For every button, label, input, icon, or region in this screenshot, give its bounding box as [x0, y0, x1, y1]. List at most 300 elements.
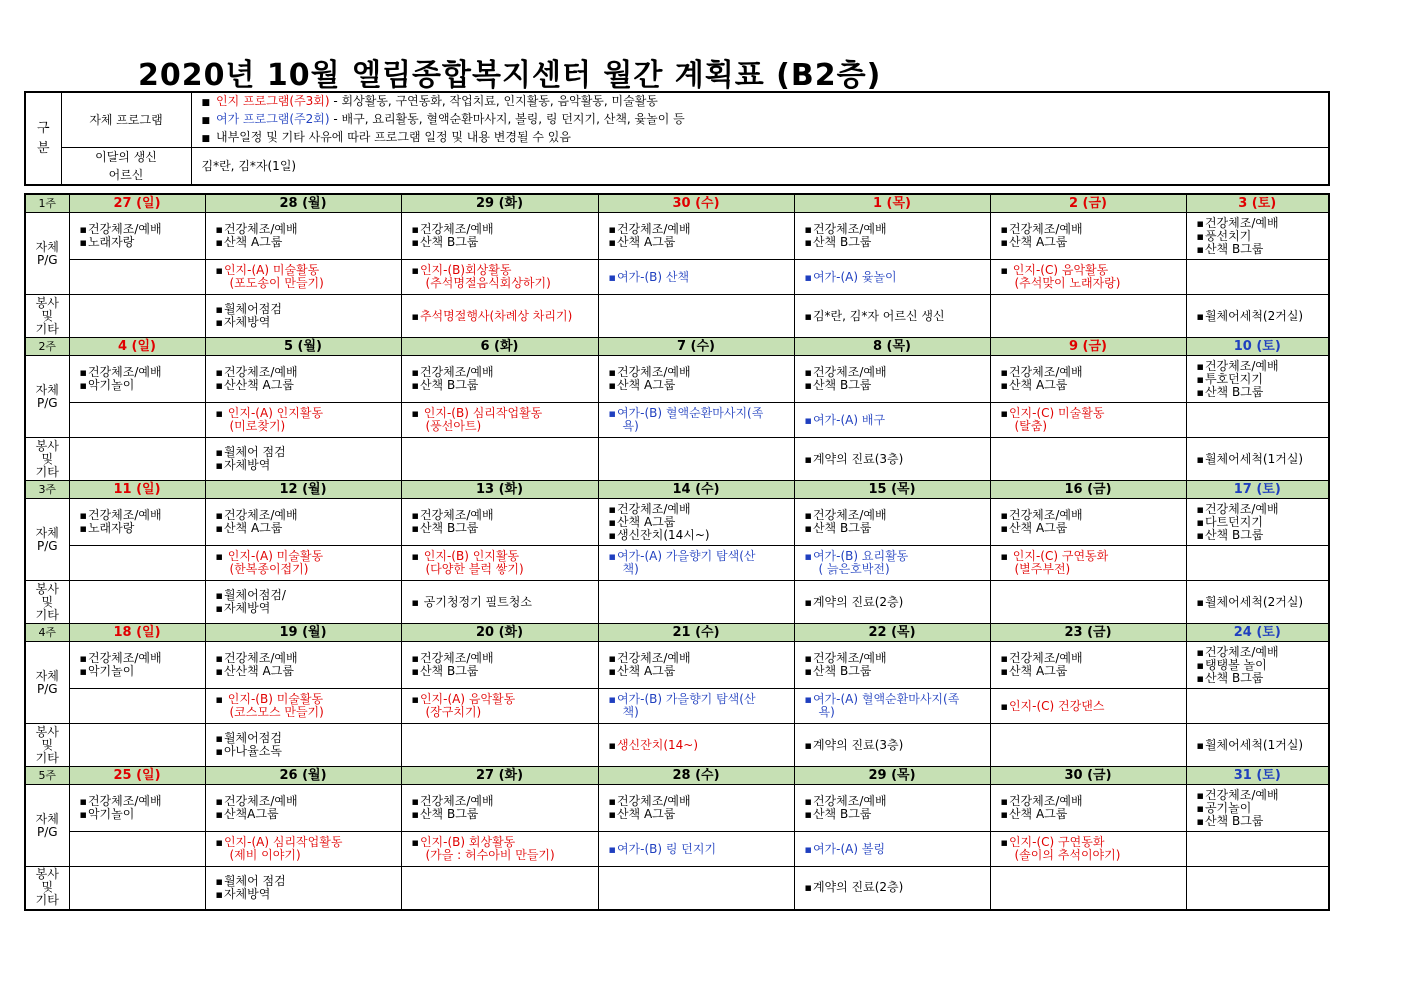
volunteer-spacer — [69, 295, 205, 338]
program-item: ▪ 건강체조/예배 — [80, 366, 205, 379]
program-cell — [205, 642, 401, 689]
program-item: ▪ 산책 B그룹 — [1197, 815, 1329, 828]
activity-item: ▪ 여가-(A) 가을향기 탐색(산 — [609, 550, 794, 563]
program-item: ▪ 건강체조/예배 — [1001, 509, 1186, 522]
program-cell — [598, 356, 794, 403]
program-item: ▪ 산책 B그룹 — [805, 808, 990, 821]
activity-subtitle: (미로찾기) — [229, 419, 286, 433]
info-line — [202, 93, 1329, 111]
volunteer-label-line: 및 — [41, 308, 54, 323]
program-item: ▪ 건강체조/예배 — [412, 795, 598, 808]
self-program-label-2: P/G — [36, 395, 58, 410]
activity-subtitle: (추석맞이 노래자랑) — [1014, 276, 1121, 290]
info-line — [202, 129, 1329, 147]
volunteer-label — [25, 724, 69, 767]
day-header: 17 (토) — [1186, 481, 1329, 499]
program-item: ▪ 건강체조/예배 — [412, 509, 598, 522]
day-header: 7 (수) — [598, 338, 794, 356]
program-item: ▪ 생신잔치(14시~) — [609, 529, 794, 542]
info-lines — [191, 92, 1329, 148]
program-cell — [69, 642, 205, 689]
day-header: 2 (금) — [990, 194, 1186, 213]
program-item: ▪ 산책 B그룹 — [805, 665, 990, 678]
volunteer-label-line: 기타 — [35, 464, 59, 479]
self-program-label-1: 자체 — [35, 811, 59, 826]
day-header: 4 (일) — [69, 338, 205, 356]
volunteer-item: ▪ 자체방역 — [216, 316, 401, 329]
volunteer-cell — [598, 867, 794, 910]
activity-cell — [401, 403, 598, 438]
volunteer-item: ▪ 자체방역 — [216, 602, 401, 615]
program-cell — [1186, 213, 1329, 260]
activity-subtitle: (한복종이접기) — [229, 562, 309, 576]
week-label: 4주 — [25, 624, 69, 642]
volunteer-label-line: 및 — [41, 880, 54, 895]
program-item: ▪ 공기놀이 — [1197, 802, 1329, 815]
activity-cell — [401, 832, 598, 867]
volunteer-cell — [1186, 724, 1329, 767]
volunteer-cell — [1186, 581, 1329, 624]
day-header: 30 (금) — [990, 767, 1186, 785]
volunteer-cell — [205, 438, 401, 481]
program-item: ▪ 산책 A그룹 — [609, 379, 794, 392]
program-item: ▪ 건강체조/예배 — [1001, 795, 1186, 808]
day-header: 10 (토) — [1186, 338, 1329, 356]
program-item: ▪ 산책 B그룹 — [412, 665, 598, 678]
info-line-text: 내부일정 및 기타 사유에 따라 프로그램 일정 및 내용 변경될 수 있음 — [216, 130, 571, 144]
program-cell — [401, 356, 598, 403]
day-header: 12 (월) — [205, 481, 401, 499]
activity-cell — [990, 403, 1186, 438]
activity-item: ▪ 여가-(A) 윷놀이 — [805, 271, 990, 284]
volunteer-item: ▪ 자체방역 — [216, 888, 401, 901]
program-item: ▪ 건강체조/예배 — [80, 652, 205, 665]
volunteer-label — [25, 581, 69, 624]
volunteer-cell — [401, 867, 598, 910]
day-header: 30 (수) — [598, 194, 794, 213]
activity-item: ▪ 여가-(A) 혈액순환마사지(족 — [805, 693, 990, 706]
program-item: ▪ 건강체조/예배 — [609, 503, 794, 516]
activity-cell — [205, 832, 401, 867]
self-program-label — [25, 213, 69, 295]
activity-item: ▪ 인지-(A) 미술활동 — [216, 550, 401, 563]
program-item: ▪ 산책 A그룹 — [1001, 522, 1186, 535]
volunteer-cell — [598, 724, 794, 767]
program-item: ▪ 풍선치기 — [1197, 230, 1329, 243]
activity-cell — [598, 689, 794, 724]
program-cell — [1186, 499, 1329, 546]
program-cell — [990, 642, 1186, 689]
activity-item: ▪ 인지-(A) 인지활동 — [216, 407, 401, 420]
day-header: 27 (일) — [69, 194, 205, 213]
program-item: ▪ 건강체조/예배 — [80, 509, 205, 522]
volunteer-label-line: 기타 — [35, 321, 59, 336]
program-item: ▪ 건강체조/예배 — [805, 652, 990, 665]
self-program-label-1: 자체 — [35, 668, 59, 683]
week-label: 5주 — [25, 767, 69, 785]
volunteer-cell — [598, 581, 794, 624]
program-cell — [205, 356, 401, 403]
activity-subtitle: (풍선아트) — [425, 419, 482, 433]
program-cell — [598, 785, 794, 832]
volunteer-spacer — [69, 581, 205, 624]
program-item: ▪ 건강체조/예배 — [805, 366, 990, 379]
program-item: ▪ 건강체조/예배 — [805, 223, 990, 236]
program-cell — [401, 499, 598, 546]
day-header: 20 (화) — [401, 624, 598, 642]
program-item: ▪ 건강체조/예배 — [1001, 366, 1186, 379]
day-header: 5 (월) — [205, 338, 401, 356]
activity-cell — [69, 832, 205, 867]
self-program-label-1: 자체 — [35, 525, 59, 540]
program-item: ▪ 산책 B그룹 — [1197, 672, 1329, 685]
activity-cell — [1186, 832, 1329, 867]
activity-cell — [401, 546, 598, 581]
day-header: 15 (목) — [794, 481, 990, 499]
day-header: 29 (화) — [401, 194, 598, 213]
self-program-label-2: P/G — [36, 538, 58, 553]
self-program-label-2: P/G — [36, 681, 58, 696]
program-cell — [205, 213, 401, 260]
activity-cell — [205, 403, 401, 438]
activity-subtitle: (다양한 블럭 쌓기) — [425, 562, 524, 576]
volunteer-item: ▪ 아나율소독 — [216, 745, 401, 758]
week-label: 3주 — [25, 481, 69, 499]
program-item: ▪ 건강체조/예배 — [216, 652, 401, 665]
activity-cell — [69, 546, 205, 581]
activity-cell — [205, 260, 401, 295]
volunteer-label — [25, 438, 69, 481]
day-header: 29 (목) — [794, 767, 990, 785]
program-item: ▪ 건강체조/예배 — [609, 795, 794, 808]
activity-item: ▪ 인지-(C) 구연동화 — [1001, 836, 1186, 849]
program-item: ▪ 건강체조/예배 — [412, 652, 598, 665]
program-item: ▪ 산책 B그룹 — [412, 808, 598, 821]
program-item: ▪ 산책 B그룹 — [1197, 386, 1329, 399]
self-program-label — [25, 642, 69, 724]
program-item: ▪ 건강체조/예배 — [805, 795, 990, 808]
program-item: ▪ 산책 A그룹 — [216, 522, 401, 535]
day-header: 23 (금) — [990, 624, 1186, 642]
activity-cell — [990, 260, 1186, 295]
own-program-label: 자체 프로그램 — [61, 92, 191, 148]
day-header: 26 (월) — [205, 767, 401, 785]
volunteer-item: ▪ 계약의 진료(2층) — [805, 881, 990, 894]
volunteer-cell — [205, 581, 401, 624]
activity-cell — [598, 260, 794, 295]
day-header: 9 (금) — [990, 338, 1186, 356]
volunteer-item: ▪ 휠체어세척(2거실) — [1197, 596, 1329, 609]
volunteer-item: ▪ 휠체어점검 — [216, 732, 401, 745]
activity-item: ▪ 여가-(B) 가을향기 탐색(산 — [609, 693, 794, 706]
category-label-text: 구 분 — [36, 120, 50, 156]
day-header: 3 (토) — [1186, 194, 1329, 213]
volunteer-cell — [794, 438, 990, 481]
activity-cell-empty — [1186, 689, 1329, 724]
info-line-text: - 회상활동, 구연동화, 작업치료, 인지활동, 음악활동, 미술활동 — [329, 94, 658, 108]
program-item: ▪ 악기놀이 — [80, 808, 205, 821]
program-item: ▪ 건강체조/예배 — [609, 366, 794, 379]
day-header: 22 (목) — [794, 624, 990, 642]
activity-item: ▪ 여가-(A) 볼링 — [805, 843, 990, 856]
day-header: 8 (목) — [794, 338, 990, 356]
activity-item: ▪ 인지-(C) 미술활동 — [1001, 407, 1186, 420]
activity-item: ▪ 여가-(B) 링 던지기 — [609, 843, 794, 856]
volunteer-cell — [598, 438, 794, 481]
volunteer-spacer — [69, 724, 205, 767]
activity-item: ▪ 인지-(A) 심리작업활동 — [216, 836, 401, 849]
activity-cell — [1186, 403, 1329, 438]
activity-item: ▪ 인지-(C) 건강댄스 — [1001, 700, 1186, 713]
volunteer-item: ▪ 계약의 진료(3층) — [805, 453, 990, 466]
volunteer-item: ▪ 김*란, 김*자 어르신 생신 — [805, 310, 990, 323]
activity-cell — [794, 689, 990, 724]
program-item: ▪ 산책 A그룹 — [1001, 665, 1186, 678]
volunteer-item: ▪ 휠체어점검/ — [216, 589, 401, 602]
day-header: 21 (수) — [598, 624, 794, 642]
volunteer-label-line: 봉사 — [35, 295, 59, 310]
volunteer-cell — [794, 581, 990, 624]
activity-item: ▪ 여가-(A) 배구 — [805, 414, 990, 427]
program-cell — [990, 499, 1186, 546]
day-header: 16 (금) — [990, 481, 1186, 499]
program-item: ▪ 산책 B그룹 — [805, 236, 990, 249]
day-header: 11 (일) — [69, 481, 205, 499]
volunteer-item: ▪ 자체방역 — [216, 459, 401, 472]
program-item: ▪ 건강체조/예배 — [216, 366, 401, 379]
birthday-label-line2: 어르신 — [108, 168, 144, 182]
volunteer-label-line: 기타 — [35, 750, 59, 765]
program-item: ▪ 건강체조/예배 — [609, 652, 794, 665]
activity-subtitle: (추석명절음식회상하기) — [425, 276, 551, 290]
activity-cell — [205, 546, 401, 581]
program-item: ▪ 산책 A그룹 — [609, 665, 794, 678]
volunteer-cell — [990, 724, 1186, 767]
day-header: 24 (토) — [1186, 624, 1329, 642]
volunteer-cell — [401, 438, 598, 481]
program-item: ▪ 건강체조/예배 — [412, 223, 598, 236]
volunteer-label — [25, 295, 69, 338]
activity-cell-empty — [69, 689, 205, 724]
activity-cell — [598, 403, 794, 438]
self-program-label — [25, 499, 69, 581]
program-item: ▪ 산책A그룹 — [216, 808, 401, 821]
volunteer-label-line: 기타 — [35, 607, 59, 622]
info-line-highlight: 인지 프로그램(주3회) — [216, 94, 330, 108]
volunteer-label-line: 봉사 — [35, 581, 59, 596]
activity-cell — [1186, 546, 1329, 581]
volunteer-item: ▪ 생신잔치(14~) — [609, 739, 794, 752]
activity-subtitle: (제비 이야기) — [229, 848, 301, 862]
day-header: 1 (목) — [794, 194, 990, 213]
day-header: 28 (수) — [598, 767, 794, 785]
program-cell — [794, 213, 990, 260]
volunteer-cell — [205, 724, 401, 767]
program-cell — [401, 213, 598, 260]
volunteer-cell — [990, 867, 1186, 910]
activity-subtitle: 욕) — [818, 705, 835, 719]
program-cell — [1186, 642, 1329, 689]
program-item: ▪ 산책 B그룹 — [805, 522, 990, 535]
volunteer-label-line: 봉사 — [35, 867, 59, 882]
activity-cell — [794, 832, 990, 867]
activity-item: ▪ 여가-(B) 요리활동 — [805, 550, 990, 563]
program-cell — [794, 499, 990, 546]
info-line-highlight: 여가 프로그램(주2회) — [216, 112, 330, 126]
activity-subtitle: (장구치기) — [425, 705, 482, 719]
activity-cell — [794, 260, 990, 295]
volunteer-label-line: 및 — [41, 737, 54, 752]
program-cell — [598, 499, 794, 546]
activity-cell — [205, 689, 401, 724]
activity-cell — [990, 832, 1186, 867]
program-item: ▪ 산책 B그룹 — [1197, 529, 1329, 542]
day-header: 28 (월) — [205, 194, 401, 213]
program-item: ▪ 건강체조/예배 — [1197, 789, 1329, 802]
volunteer-cell — [401, 295, 598, 338]
day-header: 6 (화) — [401, 338, 598, 356]
program-item: ▪ 산책 A그룹 — [216, 236, 401, 249]
program-cell — [69, 356, 205, 403]
day-header: 13 (화) — [401, 481, 598, 499]
activity-cell — [69, 403, 205, 438]
self-program-label-2: P/G — [36, 252, 58, 267]
category-label — [25, 92, 61, 185]
activity-cell — [401, 689, 598, 724]
activity-subtitle: 책) — [622, 705, 639, 719]
activity-item: ▪ 인지-(B) 인지활동 — [412, 550, 598, 563]
birthday-label — [61, 148, 191, 186]
self-program-label — [25, 356, 69, 438]
activity-item: ▪ 인지-(B) 심리작업활동 — [412, 407, 598, 420]
program-cell — [401, 642, 598, 689]
program-item: ▪ 건강체조/예배 — [1197, 217, 1329, 230]
volunteer-cell — [794, 295, 990, 338]
activity-item: ▪ 여가-(B) 산책 — [609, 271, 794, 284]
activity-item: ▪ 여가-(B) 혈액순환마사지(족 — [609, 407, 794, 420]
week-label: 2주 — [25, 338, 69, 356]
day-header: 18 (일) — [69, 624, 205, 642]
volunteer-cell — [401, 724, 598, 767]
volunteer-label — [25, 867, 69, 910]
program-item: ▪ 산책 B그룹 — [805, 379, 990, 392]
volunteer-spacer — [69, 867, 205, 910]
day-header: 25 (일) — [69, 767, 205, 785]
program-item: ▪ 산책 A그룹 — [1001, 379, 1186, 392]
volunteer-item: ▪ 휠체어세척(1거실) — [1197, 453, 1329, 466]
info-line — [202, 111, 1329, 129]
program-item: ▪ 산산책 A그룹 — [216, 665, 401, 678]
volunteer-cell — [990, 438, 1186, 481]
volunteer-item: ▪ 휠체어세척(1거실) — [1197, 739, 1329, 752]
activity-cell — [401, 260, 598, 295]
program-item: ▪ 악기놀이 — [80, 379, 205, 392]
activity-cell — [1186, 260, 1329, 295]
program-item: ▪ 산책 A그룹 — [609, 808, 794, 821]
program-item: ▪ 건강체조/예배 — [412, 366, 598, 379]
program-cell — [1186, 356, 1329, 403]
volunteer-cell — [990, 581, 1186, 624]
volunteer-item: ▪ 휠체어점검 — [216, 303, 401, 316]
program-item: ▪ 산책 A그룹 — [609, 516, 794, 529]
program-item: ▪ 노래자랑 — [80, 236, 205, 249]
activity-item: ▪ 인지-(B) 미술활동 — [216, 693, 401, 706]
program-cell — [598, 642, 794, 689]
activity-subtitle: 욕) — [622, 419, 639, 433]
calendar-table — [24, 193, 1330, 911]
volunteer-item: ▪ 휠체어 점검 — [216, 875, 401, 888]
program-item: ▪ 노래자랑 — [80, 522, 205, 535]
activity-item: ▪ 인지-(B) 회상활동 — [412, 836, 598, 849]
volunteer-item: ▪ 공기청정기 필트청소 — [412, 596, 598, 609]
program-cell — [598, 213, 794, 260]
activity-subtitle: ( 늙은호박전) — [818, 562, 890, 576]
volunteer-label-line: 봉사 — [35, 724, 59, 739]
volunteer-cell — [205, 867, 401, 910]
program-cell — [69, 499, 205, 546]
volunteer-item: ▪ 휠체어 점검 — [216, 446, 401, 459]
program-item: ▪ 악기놀이 — [80, 665, 205, 678]
program-item: ▪ 산책 B그룹 — [412, 236, 598, 249]
program-cell — [69, 213, 205, 260]
activity-cell — [794, 546, 990, 581]
program-cell — [205, 499, 401, 546]
activity-item: ▪ 인지-(A) 미술활동 — [216, 264, 401, 277]
volunteer-cell — [1186, 867, 1329, 910]
self-program-label-1: 자체 — [35, 239, 59, 254]
volunteer-cell — [1186, 438, 1329, 481]
program-item: ▪ 건강체조/예배 — [805, 509, 990, 522]
activity-subtitle: (포도송이 만들기) — [229, 276, 324, 290]
program-item: ▪ 산책 B그룹 — [412, 522, 598, 535]
program-item: ▪ 산책 B그룹 — [412, 379, 598, 392]
program-cell — [794, 356, 990, 403]
activity-item: ▪ 인지-(B)회상활동 — [412, 264, 598, 277]
activity-subtitle: (별주부전) — [1014, 562, 1071, 576]
activity-cell — [794, 403, 990, 438]
program-item: ▪ 산산책 A그룹 — [216, 379, 401, 392]
program-item: ▪ 탱탱볼 놀이 — [1197, 659, 1329, 672]
program-cell — [1186, 785, 1329, 832]
program-cell — [794, 785, 990, 832]
volunteer-spacer — [69, 438, 205, 481]
volunteer-item: ▪ 계약의 진료(2층) — [805, 596, 990, 609]
program-item: ▪ 투호던지기 — [1197, 373, 1329, 386]
program-cell — [990, 785, 1186, 832]
self-program-label — [25, 785, 69, 867]
activity-subtitle: (솔이의 추석이야기) — [1014, 848, 1121, 862]
day-header: 31 (토) — [1186, 767, 1329, 785]
volunteer-cell — [598, 295, 794, 338]
program-cell — [69, 785, 205, 832]
program-item: ▪ 건강체조/예배 — [609, 223, 794, 236]
activity-subtitle: (가을 : 허수아비 만들기) — [425, 848, 555, 862]
program-item: ▪ 다트던지기 — [1197, 516, 1329, 529]
day-header: 14 (수) — [598, 481, 794, 499]
volunteer-label-line: 및 — [41, 594, 54, 609]
activity-subtitle: (코스모스 만들기) — [229, 705, 324, 719]
volunteer-item: ▪ 휠체어세척(2거실) — [1197, 310, 1329, 323]
info-line-text: - 배구, 요리활동, 혈액순환마사지, 볼링, 링 던지기, 산책, 윷놀이 등 — [329, 112, 685, 126]
week-label: 1주 — [25, 194, 69, 213]
program-item: ▪ 건강체조/예배 — [216, 223, 401, 236]
activity-subtitle: 책) — [622, 562, 639, 576]
self-program-label-2: P/G — [36, 824, 58, 839]
volunteer-item: ▪ 계약의 진료(3층) — [805, 739, 990, 752]
day-header: 19 (월) — [205, 624, 401, 642]
activity-cell — [598, 546, 794, 581]
program-item: ▪ 건강체조/예배 — [1001, 652, 1186, 665]
